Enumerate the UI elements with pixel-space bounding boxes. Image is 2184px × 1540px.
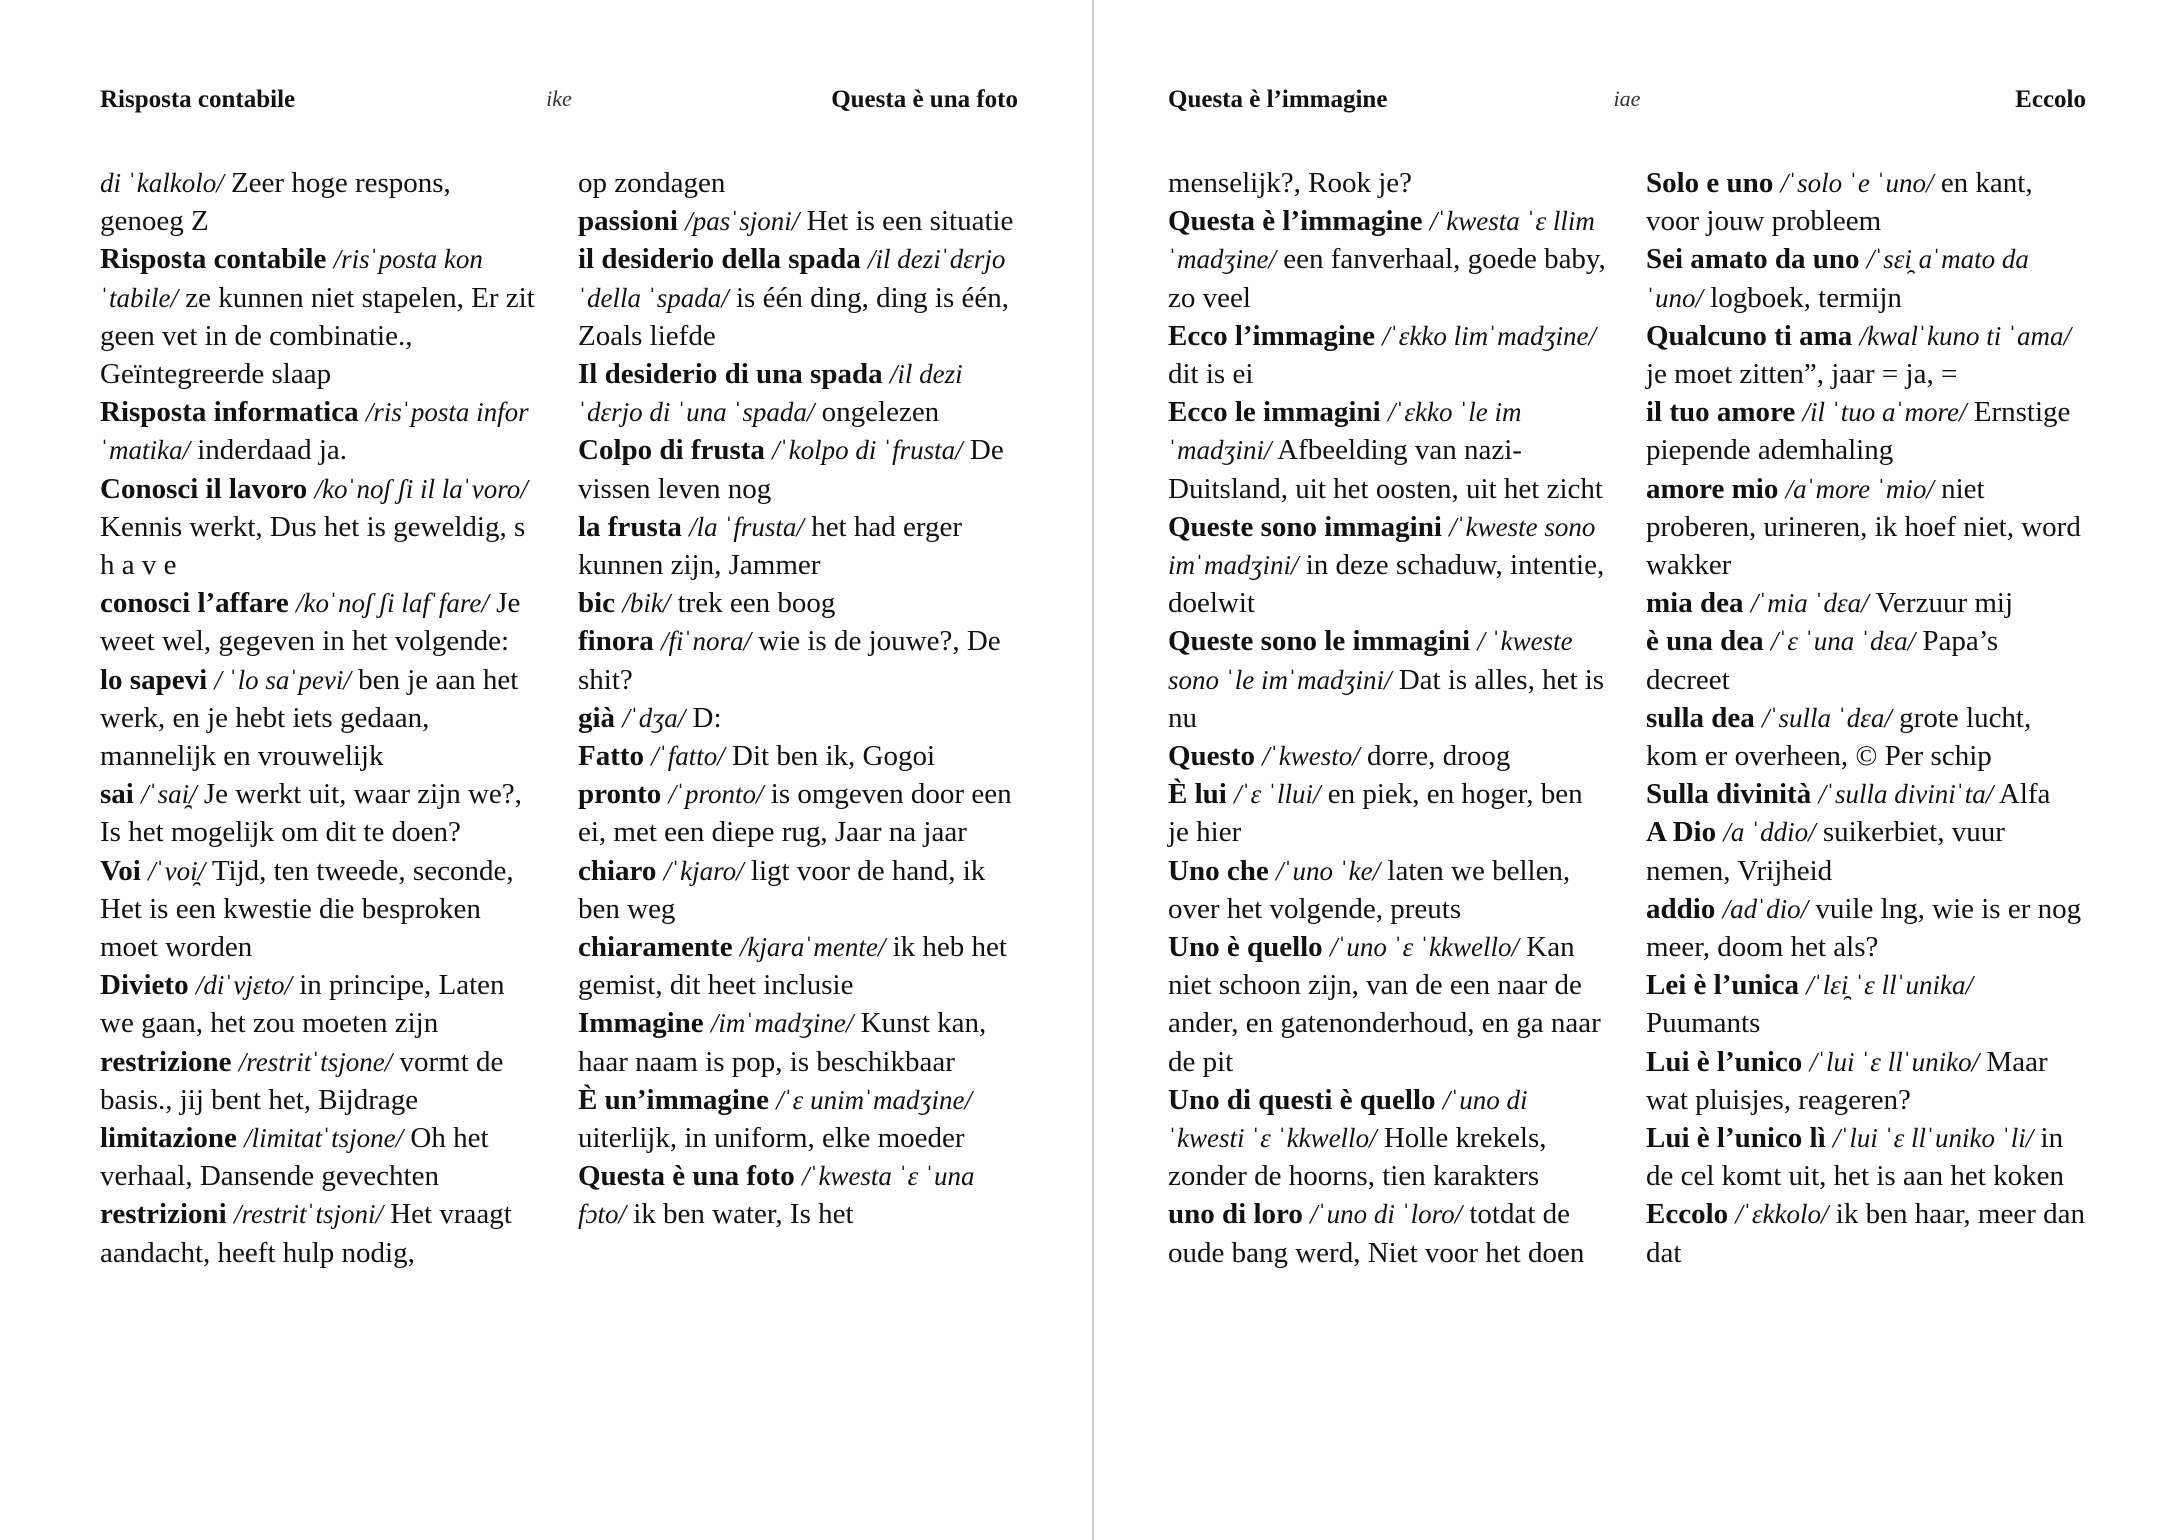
definition: Alfa (1998, 778, 2051, 811)
headword: È un’immagine (578, 1083, 769, 1116)
headword: Queste sono le immagini (1168, 625, 1471, 658)
pronunciation: /ˈpronto/ (668, 779, 764, 810)
definition: en piek, en hoger, ben je hier (1168, 778, 1583, 849)
headword: È lui (1168, 778, 1227, 811)
definition: Verzuur mij (1875, 587, 2014, 620)
dictionary-entry (578, 622, 1018, 698)
dictionary-entry (100, 240, 540, 393)
pronunciation: /ˈɛkko ˈle imˈmadʒini/ (1168, 397, 1522, 466)
pronunciation: /pasˈsjoni/ (685, 206, 800, 237)
page-gutter-divider (1092, 0, 1094, 1540)
definition: het had erger kunnen zijn, Jammer (578, 510, 963, 582)
pronunciation: /ˈkwesta ˈɛ llimˈmadʒine/ (1168, 206, 1595, 275)
definition: laten we bellen, over het volgende, preuts (1168, 854, 1571, 925)
dictionary-entry (1646, 1119, 2086, 1195)
dictionary-entry (1168, 775, 1608, 851)
definition: trek een boog (677, 587, 836, 620)
dictionary-entry (578, 240, 1018, 355)
dictionary-entry (1168, 1081, 1608, 1196)
dictionary-entry (1168, 928, 1608, 1081)
pronunciation: /risˈposta konˈtabile/ (100, 244, 483, 313)
headword: Fatto (578, 740, 645, 773)
pronunciation: /ˈsulla diviniˈta/ (1818, 779, 1994, 810)
headword: Qualcuno ti ama (1646, 319, 1853, 352)
dictionary-entry (1168, 317, 1608, 393)
definition: en kant, voor jouw probleem (1646, 167, 2033, 238)
right-column-2 (1646, 164, 2086, 1272)
definition: Je werkt uit, waar zijn we?, Is het mogelijk om dit te doen? (100, 778, 522, 849)
dictionary-entry (1646, 584, 2086, 622)
headword: Ecco le immagini (1168, 396, 1381, 429)
definition: Maar wat pluisjes, reageren? (1646, 1045, 2048, 1116)
definition: in principe, Laten we gaan, het zou moeten zijn (100, 969, 505, 1040)
headword: uno di loro (1168, 1198, 1303, 1231)
definition: dorre, droog (1366, 740, 1511, 773)
pronunciation: /ˈvoi̯/ (148, 855, 206, 886)
definition: Puumants (1646, 1007, 1761, 1040)
pronunciation: /ˈsai̯/ (141, 779, 197, 810)
dictionary-entry (100, 393, 540, 469)
headword: Il desiderio di una spada (578, 358, 883, 391)
definition: Papa’s decreet (1646, 625, 1999, 696)
definition: Ernstige piepende ademhaling (1646, 396, 2071, 467)
headword: sai (100, 778, 134, 811)
headword: la frusta (578, 510, 682, 543)
definition: Kunst kan, haar naam is pop, is beschikbaar (578, 1007, 987, 1078)
dictionary-entry (100, 470, 540, 585)
headword: Immagine (578, 1007, 704, 1040)
pronunciation: /ˈfatto/ (651, 741, 725, 772)
dictionary-entry (578, 852, 1018, 928)
left-column-1 (100, 164, 540, 1272)
pronunciation: /ˈkwesto/ (1262, 741, 1360, 772)
pronunciation: /ˈuno ˈɛ ˈkkwello/ (1329, 932, 1520, 963)
headword: Sei amato da uno (1646, 243, 1860, 276)
headword: Risposta informatica (100, 396, 359, 429)
dictionary-entry (1646, 966, 2086, 1042)
pronunciation: /ˈɛkkolo/ (1735, 1199, 1829, 1230)
right-page (1168, 0, 2086, 1540)
dictionary-entry (1646, 890, 2086, 966)
pronunciation: /ˈɛ unimˈmadʒine/ (776, 1084, 973, 1115)
definition: Kan niet schoon zijn, van de een naar de ander, en gatenonderhoud, en ga naar de pit (1168, 931, 1601, 1078)
pronunciation: /ˈdʒa/ (622, 702, 686, 733)
definition: ze kunnen niet stapelen, Er zit geen vet in de combinatie., Geïntegreerde slaap (100, 281, 535, 391)
headword: sulla dea (1646, 701, 1755, 734)
definition: Het vraagt aandacht, heeft hulp nodig, (100, 1198, 512, 1269)
headword: Uno di questi è quello (1168, 1083, 1436, 1116)
dictionary-entry (578, 355, 1018, 431)
pronunciation: /ˈɛkko limˈmadʒine/ (1382, 320, 1597, 351)
pronunciation: / ˈkweste sono ˈle imˈmadʒini/ (1168, 626, 1573, 695)
dictionary-entry (578, 737, 1018, 775)
definition: is omgeven door een ei, met een diepe rug, Jaar na jaar (578, 778, 1012, 849)
dictionary-entry (578, 584, 1018, 622)
dictionary-entry (1168, 1195, 1608, 1271)
left-column-2 (578, 164, 1018, 1234)
headword: chiaro (578, 854, 657, 887)
definition: ik ben water, Is het (633, 1198, 854, 1231)
headword: addio (1646, 892, 1716, 925)
headword: il desiderio della spada (578, 243, 861, 276)
definition: ligt voor de hand, ik ben weg (578, 854, 986, 925)
pronunciation: /ˈmia ˈdɛa/ (1750, 588, 1869, 619)
pronunciation: /ˈuno ˈke/ (1275, 855, 1381, 886)
dictionary-entry (1168, 393, 1608, 508)
pronunciation: /restritˈtsjone/ (238, 1046, 393, 1077)
headword: lo sapevi (100, 663, 208, 696)
definition: ik ben haar, meer dan dat (1646, 1198, 2086, 1269)
dictionary-entry (578, 1081, 1018, 1157)
definition: uiterlijk, in uniform, elke moeder (578, 1122, 965, 1155)
headword: finora (578, 625, 654, 658)
dictionary-entry (578, 699, 1018, 737)
dictionary-entry (1646, 699, 2086, 775)
headword: restrizione (100, 1045, 232, 1078)
headword: Sulla divinità (1646, 778, 1812, 811)
dictionary-entry (1168, 852, 1608, 928)
headword: Uno che (1168, 854, 1269, 887)
dictionary-entry (578, 202, 1018, 240)
pronunciation: /ˈuno di ˈkwesti ˈɛ ˈkkwello/ (1168, 1084, 1528, 1154)
dictionary-entry (100, 1043, 540, 1119)
pronunciation: /ˈlui ˈɛ llˈuniko ˈli/ (1832, 1123, 2034, 1154)
right-running-head (1168, 86, 2086, 126)
headword: pronto (578, 778, 662, 811)
pronunciation: /il deziˈdɛrjo ˈdella ˈspada/ (578, 244, 1006, 313)
dictionary-entry (578, 164, 1018, 202)
headword: già (578, 701, 616, 734)
definition: je moet zitten”, jaar = ja, = (1646, 358, 1958, 391)
headword: Eccolo (1646, 1198, 1729, 1231)
pronunciation: /ˈkweste sono imˈmadʒini/ (1168, 511, 1596, 581)
definition: D: (692, 701, 722, 734)
headword: il tuo amore (1646, 396, 1796, 429)
pronunciation: /ˈsɛi̯ aˈmato da ˈuno/ (1646, 244, 2029, 313)
left-folio: ike (546, 86, 572, 111)
dictionary-entry (1168, 508, 1608, 623)
dictionary-entry (1646, 317, 2086, 393)
dictionary-entry (100, 584, 540, 660)
pronunciation: /ˈsulla ˈdɛa/ (1762, 702, 1892, 733)
right-guide-word-last: Eccolo (2015, 86, 2086, 113)
pronunciation: /ˈɛ ˈllui/ (1234, 779, 1321, 810)
headword: Lei è l’unica (1646, 969, 1800, 1002)
pronunciation: /ˈkolpo di ˈfrusta/ (772, 435, 963, 466)
definition: in deze schaduw, intentie, doelwit (1168, 549, 1605, 620)
pronunciation: /ˈsolo ˈe ˈuno/ (1780, 168, 1934, 198)
headword: Questa è una foto (578, 1160, 795, 1193)
definition: totdat de oude bang werd, Niet voor het doen (1168, 1198, 1585, 1269)
dictionary-entry (1646, 1195, 2086, 1271)
definition: logboek, termijn (1710, 281, 1902, 314)
pronunciation: / ˈlo saˈpevi/ (214, 664, 351, 695)
definition: Holle krekels, zonder de hoorns, tien karakters (1168, 1122, 1547, 1193)
dictionary-entry (100, 1119, 540, 1195)
headword: Conosci il lavoro (100, 472, 308, 505)
headword: conosci l’affare (100, 587, 289, 620)
definition: is één ding, ding is één, Zoals liefde (578, 281, 1010, 352)
pronunciation: di ˈkalkolo/ (100, 168, 224, 198)
dictionary-entry (100, 852, 540, 967)
pronunciation: /ˈkwesta ˈɛ ˈuna fɔto/ (578, 1161, 975, 1230)
left-guide-word-first: Risposta contabile (100, 86, 296, 113)
pronunciation: /il deziˈdɛrjo di ˈuna ˈspada/ (578, 359, 963, 428)
dictionary-entry (1646, 813, 2086, 889)
definition: Kennis werkt, Dus het is geweldig, s h a v e (100, 510, 526, 582)
pronunciation: /bik/ (622, 588, 671, 619)
pronunciation: /a ˈddio/ (1723, 817, 1816, 848)
dictionary-entry (1646, 393, 2086, 469)
dictionary-entry (578, 1157, 1018, 1233)
pronunciation: /koˈnoʃ ʃi il laˈvoro/ (314, 473, 528, 504)
headword: Lui è l’unico (1646, 1045, 1803, 1078)
definition: menselijk?, Rook je? (1168, 167, 1413, 199)
definition: vormt de basis., jij bent het, Bijdrage (100, 1045, 504, 1116)
dictionary-entry (578, 431, 1018, 507)
dictionary-entry (100, 661, 540, 776)
pronunciation: /ˈkjaro/ (663, 855, 744, 886)
dictionary-entry (100, 164, 540, 240)
definition: inderdaad ja. (197, 434, 347, 467)
headword: Colpo di frusta (578, 434, 765, 467)
left-guide-word-last: Questa è una foto (831, 86, 1018, 113)
dictionary-entry (100, 775, 540, 851)
dictionary-entry (1168, 622, 1608, 737)
left-page (100, 0, 1018, 1540)
headword: Questo (1168, 740, 1255, 773)
definition: niet proberen, urineren, ik hoef niet, word wakker (1646, 472, 2081, 582)
pronunciation: /imˈmadʒine/ (710, 1008, 854, 1039)
headword: chiaramente (578, 931, 733, 964)
dictionary-entry (578, 1004, 1018, 1080)
definition: ongelezen (821, 396, 940, 429)
left-running-head (100, 86, 1018, 126)
headword: A Dio (1646, 816, 1717, 849)
definition: in de cel komt uit, het is aan het koken (1646, 1122, 2064, 1193)
pronunciation: /la ˈfrusta/ (689, 511, 804, 542)
definition: Je weet wel, gegeven in het volgende: (100, 587, 521, 658)
definition: grote lucht, kom er overheen, © Per schip (1646, 701, 2032, 773)
dictionary-entry (1646, 470, 2086, 585)
definition: Dat is alles, het is nu (1168, 663, 1605, 734)
dictionary-entry (1168, 737, 1608, 775)
dictionary-entry (1168, 202, 1608, 317)
pronunciation: /aˈmore ˈmio/ (1785, 473, 1934, 504)
headword: mia dea (1646, 587, 1744, 620)
headword: bic (578, 587, 616, 620)
dictionary-entry (1168, 164, 1608, 202)
pronunciation: /ˈlui ˈɛ llˈuniko/ (1809, 1046, 1980, 1077)
headword: Solo e uno (1646, 167, 1774, 199)
headword: Uno è quello (1168, 931, 1323, 964)
definition: ben je aan het werk, en je hebt iets gedaan, mannelijk en vrouwelijk (100, 663, 519, 773)
definition: een fanverhaal, goede baby, zo veel (1168, 243, 1606, 314)
definition: Dit ben ik, Gogoi (732, 740, 936, 773)
headword: Questa è l’immagine (1168, 205, 1423, 238)
pronunciation: /ˈɛ ˈuna ˈdɛa/ (1770, 626, 1916, 657)
dictionary-entry (1646, 164, 2086, 240)
headword: restrizioni (100, 1198, 227, 1231)
headword: amore mio (1646, 472, 1779, 505)
definition: Afbeelding van nazi-Duitsland, uit het oosten, uit het zicht (1168, 434, 1603, 505)
pronunciation: /adˈdio/ (1722, 893, 1809, 924)
pronunciation: /il ˈtuo aˈmore/ (1802, 397, 1967, 428)
headword: Lui è l’unico lì (1646, 1122, 1826, 1155)
definition: dit is ei (1168, 358, 1254, 391)
definition: Oh het verhaal, Dansende gevechten (100, 1122, 489, 1193)
pronunciation: /kwalˈkuno ti ˈama/ (1859, 320, 2071, 351)
pronunciation: /restritˈtsjoni/ (233, 1199, 383, 1230)
dictionary-entry (1646, 775, 2086, 813)
pronunciation: /ˈuno di ˈloro/ (1310, 1199, 1463, 1230)
headword: Ecco l’immagine (1168, 319, 1375, 352)
pronunciation: /kjaraˈmente/ (739, 932, 886, 963)
definition: Tijd, ten tweede, seconde, Het is een kwestie die besproken moet worden (100, 854, 514, 964)
dictionary-entry (578, 928, 1018, 1004)
definition: Zeer hoge respons, genoeg Z (100, 167, 451, 238)
pronunciation: /limitatˈtsjone/ (244, 1123, 404, 1154)
definition: vuile lng, wie is er nog meer, doom het als? (1646, 892, 2082, 964)
headword: Queste sono immagini (1168, 510, 1442, 543)
right-folio: iae (1613, 86, 1641, 111)
dictionary-entry (1646, 1043, 2086, 1119)
headword: Voi (100, 854, 141, 887)
dictionary-entry (1646, 622, 2086, 698)
dictionary-entry (1646, 240, 2086, 316)
pronunciation: /fiˈnora/ (660, 626, 751, 657)
headword: limitazione (100, 1122, 237, 1155)
pronunciation: /diˈvjɛto/ (195, 970, 292, 1001)
definition: op zondagen (578, 167, 726, 199)
right-column-1 (1168, 164, 1608, 1272)
pronunciation: /koˈnoʃ ʃi lafˈfare/ (295, 588, 489, 619)
dictionary-entry (100, 966, 540, 1042)
headword: passioni (578, 205, 678, 238)
definition: ik heb het gemist, dit heet inclusie (578, 931, 1007, 1002)
definition: wie is de jouwe?, De shit? (578, 625, 1001, 696)
definition: De vissen leven nog (578, 434, 1004, 505)
dictionary-entry (100, 1195, 540, 1271)
headword: Divieto (100, 969, 189, 1002)
pronunciation: /risˈposta inforˈmatika/ (100, 397, 529, 466)
pronunciation: /ˈlɛi̯ ˈɛ llˈunika/ (1806, 970, 1974, 1001)
headword: è una dea (1646, 625, 1764, 658)
dictionary-entry (578, 775, 1018, 851)
headword: Risposta contabile (100, 243, 327, 276)
dictionary-entry (578, 508, 1018, 584)
definition: suikerbiet, vuur nemen, Vrijheid (1646, 816, 2005, 887)
definition: Het is een situatie (806, 205, 1014, 238)
right-guide-word-first: Questa è l’immagine (1168, 86, 1388, 113)
